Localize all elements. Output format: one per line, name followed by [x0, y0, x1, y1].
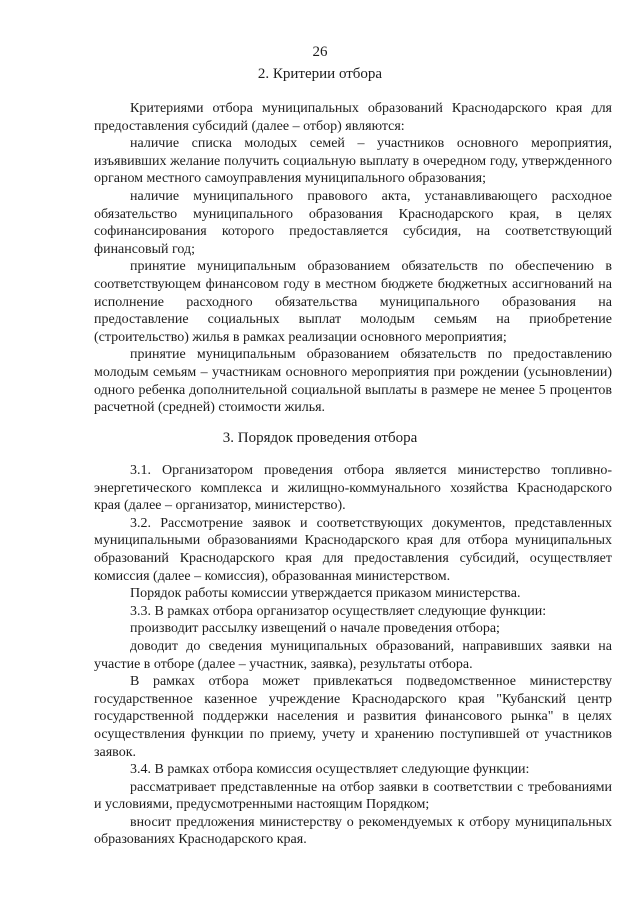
paragraph: 3.3. В рамках отбора организатор осуществляет следующие функции: — [130, 603, 547, 619]
paragraph: рассматривает представленные на отбор заявки в соответствии с требованиями и условиями, предусмотренными настоящим Порядком; — [94, 779, 612, 813]
section-3-heading: 3. Порядок проведения отбора — [222, 430, 418, 446]
paragraph: доводит до сведения муниципальных образований, направивших заявки на участие в отборе (далее – участник, заявка), результаты отбора. — [94, 638, 612, 672]
paragraph: 3.1. Организатором проведения отбора является министерство топливно-энергетического комплекса и жилищно-коммунального хозяйства Краснодарского края (далее – организатор, министерство). — [94, 463, 612, 514]
paragraph: Критериями отбора муниципальных образований Краснодарского края для предоставления субсидий (далее – отбор) являются: — [94, 101, 612, 134]
paragraph: Порядок работы комиссии утверждается приказом министерства. — [130, 586, 521, 602]
paragraph: производит рассылку извещений о начале проведения отбора; — [130, 621, 500, 637]
section-2-heading: 2. Критерии отбора — [257, 66, 383, 82]
paragraph: принятие муниципальным образованием обязательств по предоставлению молодым семьям – участникам основного мероприятия при рождении (усыновлении) одного ребенка дополнительной социальной выплаты в размере не менее 5 процентов расчетной (средней) стоимости жилья. — [94, 347, 612, 416]
paragraph: наличие списка молодых семей – участников основного мероприятия, изъявивших желание получить социальную выплату в очередном году, утвержденного органом местного самоуправления муниципального образования; — [94, 136, 612, 187]
paragraph: 3.2. Рассмотрение заявок и соответствующих документов, представленных муниципальными образованиями Краснодарского края для отбора муниципальных образований Краснодарского края для предоставления субсидий, осуществляет комиссия (далее – комиссия), образованная министерством. — [94, 515, 612, 584]
paragraph: 3.4. В рамках отбора комиссия осуществляет следующие функции: — [130, 762, 530, 778]
section-3-body — [94, 462, 612, 849]
paragraph: вносит предложения министерству о рекомендуемых к отбору муниципальных образованиях Краснодарского края. — [94, 814, 612, 848]
paragraph: наличие муниципального правового акта, устанавливающего расходное обязательство муниципального образования Краснодарского края, в целях софинансирования которого предоставляется субсидия, на соответствующий финансовый год; — [94, 188, 612, 257]
page-number: 26 — [312, 44, 328, 60]
paragraph: принятие муниципальным образованием обязательств по обеспечению в соответствующем финансовом году в местном бюджете бюджетных ассигнований на исполнение расходного обязательства муниципального образования на предоставление социальных выплат молодым семьям на приобретение (строительство) жилья в рамках реализации основного мероприятия; — [94, 259, 612, 345]
section-2-body — [94, 100, 612, 417]
paragraph: В рамках отбора может привлекаться подведомственное министерству государственное казенное учреждение Краснодарского края "Кубанский центр государственной поддержки населения и развития финансового рынка" в целях осуществления функции по приему, учету и хранению поступившей от участников заявок. — [94, 674, 612, 760]
